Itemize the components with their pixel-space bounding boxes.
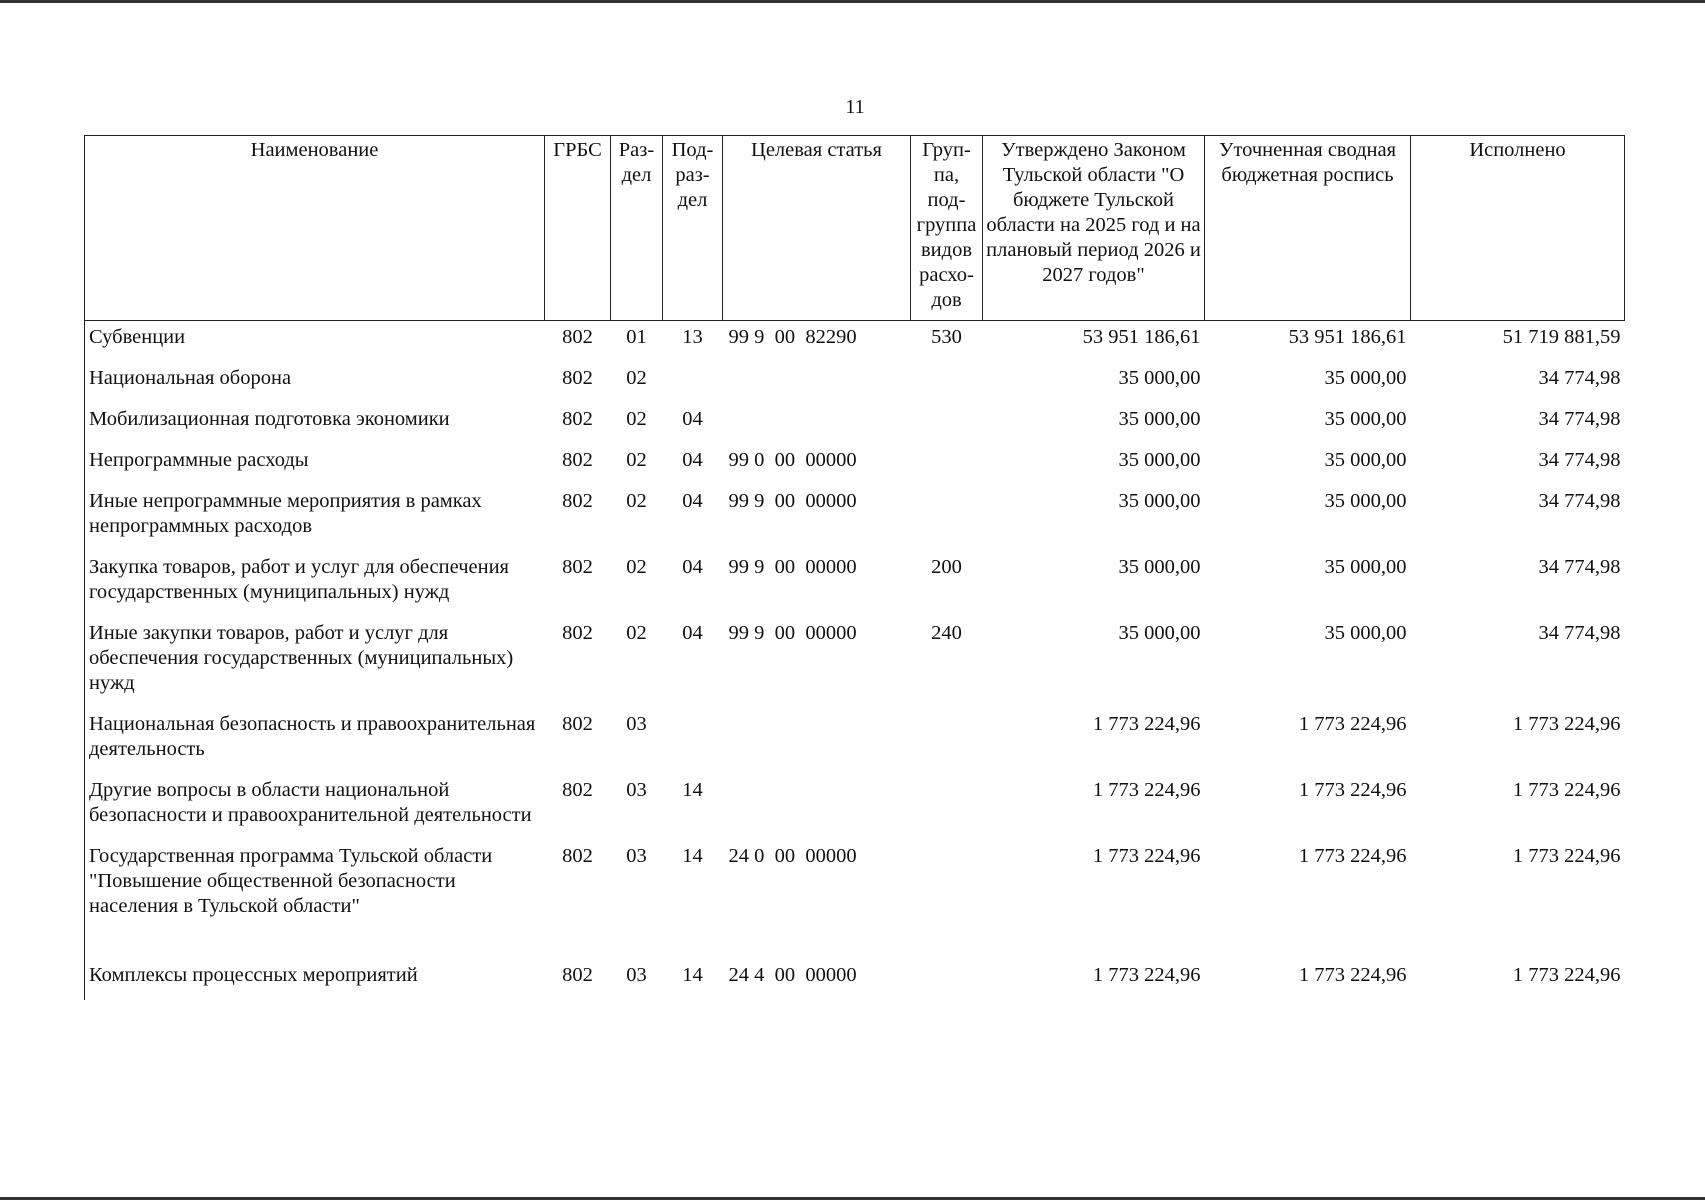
cell-executed: 1 773 224,96 — [1512, 845, 1621, 867]
cell-razdel: 02 — [626, 490, 647, 512]
cell-approved: 35 000,00 — [1118, 449, 1201, 471]
cell-target-article — [723, 362, 911, 403]
table-row — [85, 959, 1625, 1000]
cell-executed: 34 774,98 — [1538, 622, 1621, 644]
cell-expense-group — [911, 708, 983, 774]
header-name: Наименование — [85, 136, 545, 321]
cell-expense-group — [911, 444, 983, 485]
cell-name: Закупка товаров, работ и услуг для обеспечения государственных (муниципальных) нужд — [85, 551, 545, 617]
cell-razdel: 02 — [626, 556, 647, 578]
cell-name: Национальная безопасность и правоохранительная деятельность — [85, 708, 545, 774]
cell-refined: 1 773 224,96 — [1298, 779, 1407, 801]
cell-refined: 1 773 224,96 — [1298, 964, 1407, 986]
cell-executed: 1 773 224,96 — [1512, 779, 1621, 801]
cell-executed: 51 719 881,59 — [1502, 326, 1621, 348]
cell-target-article — [723, 403, 911, 444]
header-approved: Утверждено Законом Тульской области "О бюджете Тульской области на 2025 год и на плановый период 2026 и 2027 годов" — [983, 136, 1205, 321]
cell-name: Другие вопросы в области национальной безопасности и правоохранительной деятельности — [85, 774, 545, 840]
cell-razdel: 01 — [626, 326, 647, 348]
cell-approved: 1 773 224,96 — [1092, 779, 1201, 801]
cell-approved: 35 000,00 — [1118, 490, 1201, 512]
cell-razdel: 03 — [626, 779, 647, 801]
table-row — [85, 362, 1625, 403]
cell-razdel: 02 — [626, 449, 647, 471]
cell-refined: 35 000,00 — [1324, 622, 1407, 644]
header-refined: Уточненная сводная бюджетная роспись — [1205, 136, 1411, 321]
cell-expense-group — [911, 959, 983, 1000]
cell-refined: 1 773 224,96 — [1298, 845, 1407, 867]
cell-approved: 35 000,00 — [1118, 408, 1201, 430]
cell-grbs: 802 — [562, 326, 593, 348]
cell-executed: 1 773 224,96 — [1512, 713, 1621, 735]
budget-table — [84, 135, 1625, 1000]
cell-podrazdel: 14 — [682, 779, 703, 801]
cell-razdel: 02 — [626, 622, 647, 644]
cell-approved: 1 773 224,96 — [1092, 713, 1201, 735]
header-target-article: Целевая статья — [723, 136, 911, 321]
cell-podrazdel — [663, 362, 723, 403]
cell-razdel: 03 — [626, 713, 647, 735]
table-row — [85, 840, 1625, 959]
cell-podrazdel: 04 — [682, 556, 703, 578]
cell-name: Мобилизационная подготовка экономики — [85, 403, 545, 444]
cell-refined: 35 000,00 — [1324, 408, 1407, 430]
cell-target-article: 99 0 00 00000 — [728, 449, 857, 471]
cell-approved: 53 951 186,61 — [1082, 326, 1201, 348]
cell-podrazdel: 14 — [682, 845, 703, 867]
cell-expense-group: 530 — [931, 326, 962, 348]
cell-target-article: 24 0 00 00000 — [728, 845, 857, 867]
cell-approved: 35 000,00 — [1118, 367, 1201, 389]
cell-grbs: 802 — [562, 408, 593, 430]
cell-expense-group: 200 — [931, 556, 962, 578]
cell-target-article — [723, 774, 911, 840]
cell-podrazdel: 04 — [682, 490, 703, 512]
cell-name: Субвенции — [85, 321, 545, 363]
cell-grbs: 802 — [562, 490, 593, 512]
cell-expense-group — [911, 840, 983, 959]
cell-expense-group — [911, 485, 983, 551]
cell-name: Непрограммные расходы — [85, 444, 545, 485]
cell-refined: 1 773 224,96 — [1298, 713, 1407, 735]
cell-name: Комплексы процессных мероприятий — [85, 959, 545, 1000]
table-header-row — [85, 136, 1625, 321]
cell-refined: 35 000,00 — [1324, 556, 1407, 578]
cell-name: Государственная программа Тульской области "Повышение общественной безопасности населения в Тульской области" — [85, 840, 545, 959]
table-row — [85, 485, 1625, 551]
cell-podrazdel: 04 — [682, 449, 703, 471]
cell-razdel: 02 — [626, 408, 647, 430]
cell-podrazdel — [663, 708, 723, 774]
cell-grbs: 802 — [562, 845, 593, 867]
header-grbs: ГРБС — [545, 136, 611, 321]
table-row — [85, 774, 1625, 840]
page-number: 11 — [845, 96, 865, 118]
cell-refined: 35 000,00 — [1324, 367, 1407, 389]
cell-expense-group — [911, 403, 983, 444]
cell-razdel: 03 — [626, 964, 647, 986]
cell-target-article: 24 4 00 00000 — [728, 964, 857, 986]
cell-executed: 34 774,98 — [1538, 556, 1621, 578]
table-row — [85, 321, 1625, 363]
cell-name: Иные закупки товаров, работ и услуг для обеспечения государственных (муниципальных) нужд — [85, 617, 545, 708]
cell-target-article: 99 9 00 00000 — [728, 490, 857, 512]
cell-executed: 34 774,98 — [1538, 490, 1621, 512]
cell-name: Иные непрограммные мероприятия в рамках непрограммных расходов — [85, 485, 545, 551]
cell-executed: 34 774,98 — [1538, 367, 1621, 389]
cell-target-article — [723, 708, 911, 774]
table-row — [85, 617, 1625, 708]
cell-grbs: 802 — [562, 713, 593, 735]
cell-grbs: 802 — [562, 367, 593, 389]
header-podrazdel: Под-раз-дел — [663, 136, 723, 321]
cell-executed: 34 774,98 — [1538, 408, 1621, 430]
cell-approved: 35 000,00 — [1118, 556, 1201, 578]
cell-refined: 35 000,00 — [1324, 449, 1407, 471]
cell-grbs: 802 — [562, 449, 593, 471]
cell-expense-group — [911, 362, 983, 403]
cell-grbs: 802 — [562, 622, 593, 644]
scan-edge-top — [0, 0, 1705, 3]
cell-grbs: 802 — [562, 779, 593, 801]
cell-executed: 1 773 224,96 — [1512, 964, 1621, 986]
header-executed: Исполнено — [1411, 136, 1625, 321]
cell-podrazdel: 04 — [682, 622, 703, 644]
cell-podrazdel: 13 — [682, 326, 703, 348]
cell-approved: 35 000,00 — [1118, 622, 1201, 644]
cell-approved: 1 773 224,96 — [1092, 964, 1201, 986]
table-row — [85, 708, 1625, 774]
cell-target-article: 99 9 00 00000 — [728, 622, 857, 644]
cell-razdel: 03 — [626, 845, 647, 867]
cell-executed: 34 774,98 — [1538, 449, 1621, 471]
cell-grbs: 802 — [562, 964, 593, 986]
cell-name: Национальная оборона — [85, 362, 545, 403]
cell-expense-group — [911, 774, 983, 840]
header-razdel: Раз-дел — [611, 136, 663, 321]
cell-refined: 35 000,00 — [1324, 490, 1407, 512]
cell-target-article: 99 9 00 00000 — [728, 556, 857, 578]
cell-podrazdel: 04 — [682, 408, 703, 430]
cell-expense-group: 240 — [931, 622, 962, 644]
table-row — [85, 444, 1625, 485]
cell-podrazdel: 14 — [682, 964, 703, 986]
cell-approved: 1 773 224,96 — [1092, 845, 1201, 867]
cell-grbs: 802 — [562, 556, 593, 578]
cell-refined: 53 951 186,61 — [1288, 326, 1407, 348]
header-expense-group: Груп-па, под-группа видов расхо-дов — [911, 136, 983, 321]
cell-target-article: 99 9 00 82290 — [728, 326, 857, 348]
table-body — [85, 321, 1625, 1001]
cell-razdel: 02 — [626, 367, 647, 389]
table-row — [85, 403, 1625, 444]
table-row — [85, 551, 1625, 617]
